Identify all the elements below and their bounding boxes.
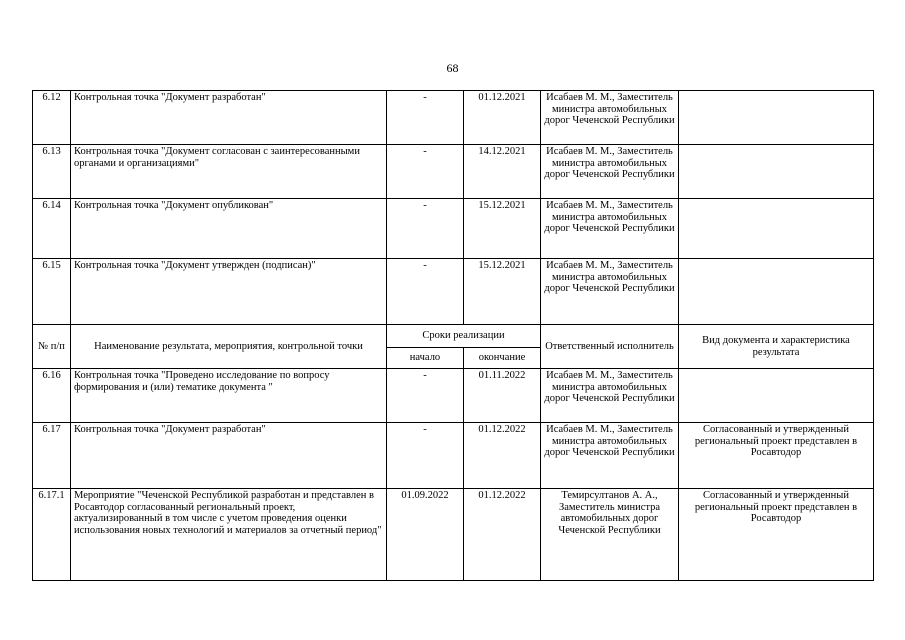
row-end: 01.12.2022	[464, 423, 541, 489]
row-responsible: Исабаев М. М., Заместитель министра автомобильных дорог Чеченской Республики	[541, 145, 679, 199]
row-number: 6.17.1	[33, 489, 71, 581]
header-dates: Сроки реализации	[387, 325, 541, 348]
table-row	[33, 199, 874, 259]
row-name: Контрольная точка "Документ разработан"	[71, 423, 387, 489]
schedule-table	[32, 90, 874, 581]
row-end: 01.12.2021	[464, 91, 541, 145]
row-name: Контрольная точка "Документ утвержден (подписан)"	[71, 259, 387, 325]
row-responsible: Темирсултанов А. А., Заместитель министра автомобильных дорог Чеченской Республики	[541, 489, 679, 581]
row-end: 01.11.2022	[464, 369, 541, 423]
row-end: 01.12.2022	[464, 489, 541, 581]
row-responsible: Исабаев М. М., Заместитель министра автомобильных дорог Чеченской Республики	[541, 91, 679, 145]
row-responsible: Исабаев М. М., Заместитель министра автомобильных дорог Чеченской Республики	[541, 199, 679, 259]
row-start: -	[387, 259, 464, 325]
row-doc	[679, 145, 874, 199]
row-start: -	[387, 423, 464, 489]
row-name: Контрольная точка "Документ согласован с заинтересованными органами и организациями"	[71, 145, 387, 199]
row-doc	[679, 199, 874, 259]
page-number: 68	[446, 61, 459, 75]
row-responsible: Исабаев М. М., Заместитель министра автомобильных дорог Чеченской Республики	[541, 259, 679, 325]
row-doc	[679, 369, 874, 423]
table-row	[33, 423, 874, 489]
row-start: -	[387, 145, 464, 199]
row-end: 15.12.2021	[464, 199, 541, 259]
header-start: начало	[387, 348, 464, 369]
header-end: окончание	[464, 348, 541, 369]
row-name: Мероприятие "Чеченской Республикой разработан и представлен в Росавтодор согласованный региональный проект, актуализированный в том числе с учетом проведения оценки использования новых технологий и материалов за отчетный период"	[71, 489, 387, 581]
row-responsible: Исабаев М. М., Заместитель министра автомобильных дорог Чеченской Республики	[541, 423, 679, 489]
header-responsible: Ответственный исполнитель	[541, 325, 679, 369]
row-start: -	[387, 369, 464, 423]
row-name: Контрольная точка "Проведено исследование по вопросу формирования и (или) тематике документа "	[71, 369, 387, 423]
header-doc: Вид документа и характеристика результата	[679, 325, 874, 369]
header-name: Наименование результата, мероприятия, контрольной точки	[71, 325, 387, 369]
row-number: 6.15	[33, 259, 71, 325]
row-end: 14.12.2021	[464, 145, 541, 199]
row-number: 6.17	[33, 423, 71, 489]
table-row	[33, 369, 874, 423]
header-row	[33, 325, 874, 348]
row-start: -	[387, 199, 464, 259]
table-row	[33, 259, 874, 325]
row-doc: Согласованный и утвержденный региональный проект представлен в Росавтодор	[679, 423, 874, 489]
row-number: 6.13	[33, 145, 71, 199]
row-responsible: Исабаев М. М., Заместитель министра автомобильных дорог Чеченской Республики	[541, 369, 679, 423]
table-row	[33, 145, 874, 199]
table-row	[33, 91, 874, 145]
row-end: 15.12.2021	[464, 259, 541, 325]
row-number: 6.14	[33, 199, 71, 259]
row-start: -	[387, 91, 464, 145]
row-number: 6.12	[33, 91, 71, 145]
table-row	[33, 489, 874, 581]
row-doc	[679, 259, 874, 325]
row-doc: Согласованный и утвержденный региональный проект представлен в Росавтодор	[679, 489, 874, 581]
row-number: 6.16	[33, 369, 71, 423]
row-name: Контрольная точка "Документ разработан"	[71, 91, 387, 145]
row-start: 01.09.2022	[387, 489, 464, 581]
row-name: Контрольная точка "Документ опубликован"	[71, 199, 387, 259]
header-num: № п/п	[33, 325, 71, 369]
row-doc	[679, 91, 874, 145]
